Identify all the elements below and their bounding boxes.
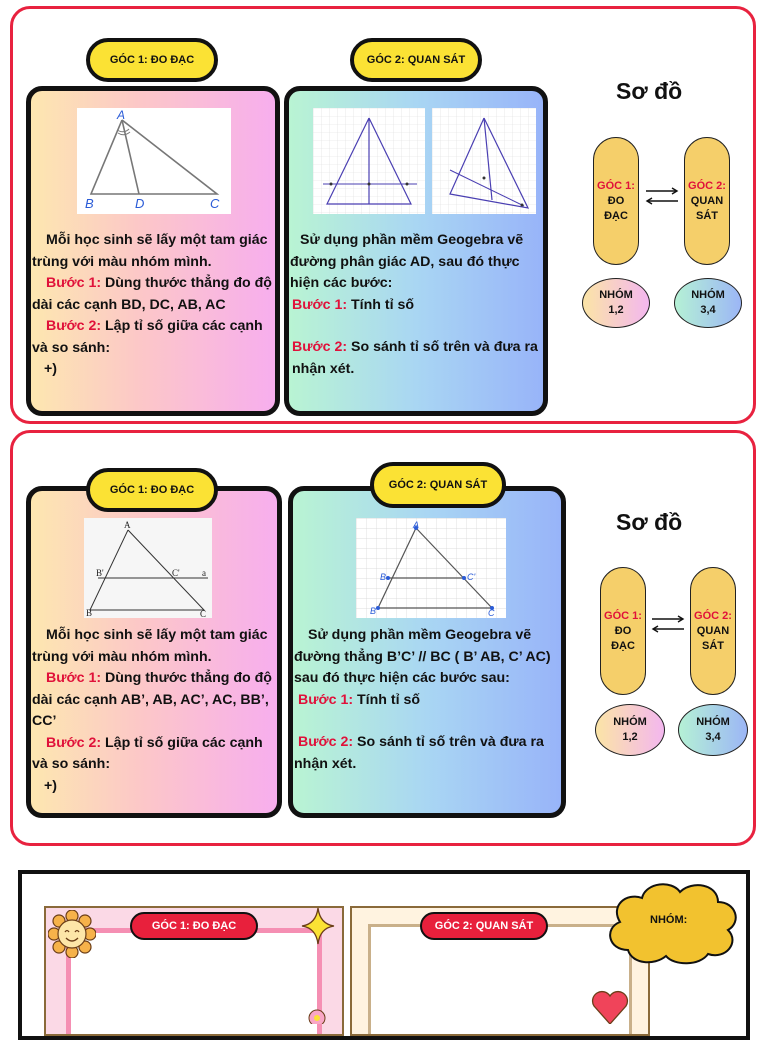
section2-group2-label: NHÓM 3,4: [696, 716, 730, 743]
section1-group2-oval: [674, 278, 742, 328]
section2-card1-step2-text: Lập tỉ số giữa các cạnh và so sánh:: [32, 734, 263, 772]
section3-group-label: NHÓM:: [650, 914, 688, 926]
fig3-label-a: A: [413, 520, 420, 530]
section2-exchange-arrows-icon: [650, 614, 686, 634]
fig2-label-c1: C': [172, 568, 180, 578]
section2-card1-step2-label: Bước 2:: [46, 734, 102, 751]
section2-card2-text: [294, 625, 560, 775]
section1-triangle-figure: [77, 108, 231, 214]
section1-card1-intro: Mỗi học sinh sẽ lấy một tam giác trùng với màu nhóm mình.: [32, 232, 268, 270]
section2-card2-step1-text: Tính tỉ số: [357, 691, 421, 708]
fig2-label-a-line: a: [202, 568, 206, 578]
section2-box1-red: GÓC 1:: [604, 609, 642, 622]
fig2-label-c: C: [200, 609, 207, 618]
section3-corner2-pill: [420, 912, 548, 940]
section1-diagram-box1: [593, 137, 639, 265]
section2-corner1-label: GÓC 1: ĐO ĐẠC: [109, 484, 195, 496]
sparkle-star-icon: [300, 906, 336, 946]
section1-card2-step2-text: So sánh tỉ số trên và đưa ra nhận xét.: [292, 339, 538, 377]
fig3-label-b: B: [370, 606, 377, 616]
section3-corner1-label: GÓC 1: ĐO ĐẠC: [151, 920, 237, 932]
fig2-label-a: A: [124, 520, 131, 530]
section2-card1-step1-label: Bước 1:: [46, 670, 102, 686]
section1-card2-step1-label: Bước 1:: [292, 296, 348, 313]
fig2-label-b1: B': [96, 568, 104, 578]
section2-corner2-pill: [370, 462, 506, 508]
section1-box2-red: GÓC 2:: [688, 179, 726, 192]
fig3-label-b1: B: [380, 572, 387, 582]
fig2-label-b: B: [86, 608, 93, 618]
section1-card1-plus: +): [44, 361, 58, 377]
heart-icon: [590, 990, 630, 1024]
section2-corner2-label: GÓC 2: QUAN SÁT: [388, 479, 488, 491]
fig1-label-b: B: [85, 196, 94, 211]
section1-geogebra-figure-1: [313, 108, 425, 214]
section3-corner1-pill: [130, 912, 258, 940]
section1-corner2-label: GÓC 2: QUAN SÁT: [366, 54, 466, 66]
section1-card1-step2-label: Bước 2:: [46, 318, 102, 334]
section1-box2-text: QUAN SÁT: [690, 194, 724, 222]
flower-icon: [300, 1004, 334, 1024]
section2-group2-oval: [678, 704, 748, 756]
section1-box1-red: GÓC 1:: [597, 179, 635, 192]
section2-group1-label: NHÓM 1,2: [613, 716, 647, 743]
section2-card2-step2-label: Bước 2:: [298, 734, 354, 750]
section1-diagram-title: Sơ đồ: [616, 78, 683, 104]
section1-diagram-box2: [684, 137, 730, 265]
section1-group2-label: NHÓM 3,4: [691, 289, 725, 316]
section1-card1-step1-label: Bước 1:: [46, 275, 102, 291]
section2-diagram-box2: [690, 567, 736, 695]
fig1-label-d: D: [135, 196, 145, 211]
section1-exchange-arrows-icon: [644, 186, 680, 206]
section1-card2-step2-label: Bước 2:: [292, 339, 348, 355]
section2-geogebra-figure: [356, 518, 506, 618]
fig1-label-a: A: [117, 108, 126, 122]
section1-card2-text: [290, 230, 544, 380]
section1-card2-intro: Sử dụng phần mềm Geogebra vẽ đường phân giác AD, sau đó thực hiện các bước:: [290, 232, 524, 291]
section2-card1-text: [32, 625, 276, 797]
section2-card1-intro: Mỗi học sinh sẽ lấy một tam giác trùng với màu nhóm mình.: [32, 627, 268, 665]
section1-box1-text: ĐO ĐẠC: [604, 194, 628, 222]
section2-triangle-figure: [84, 518, 212, 618]
section1-card2-step1-text: Tính tỉ số: [351, 296, 415, 313]
section1-card1-text: [32, 230, 272, 381]
section1-card1-step2-text: Lập tỉ số giữa các cạnh và so sánh:: [32, 318, 263, 356]
section2-corner1-pill: [86, 468, 218, 512]
section1-geogebra-figure-2: [432, 108, 536, 214]
fig1-label-c: C: [210, 196, 220, 211]
section1-group1-oval: [582, 278, 650, 328]
fig3-label-c: C: [488, 608, 495, 618]
section3-corner2-label: GÓC 2: QUAN SÁT: [434, 920, 534, 932]
fig3-label-c1: C': [467, 572, 476, 582]
section2-group1-oval: [595, 704, 665, 756]
section2-card2-intro: Sử dụng phần mềm Geogebra vẽ đường thẳng B’C’ // BC ( B’ AB, C’ AC) sau đó thực hiện các bước sau:: [294, 627, 551, 686]
section1-corner2-pill: [350, 38, 482, 82]
smiling-sun-icon: [48, 910, 96, 958]
section2-card1-step1-text: Dùng thước thẳng đo độ dài các cạnh AB’, AB, AC’, AC, BB’, CC’: [32, 670, 272, 729]
section2-card1-plus: +): [44, 777, 58, 794]
section2-box2-text: QUAN SÁT: [696, 624, 730, 652]
section2-box1-text: ĐO ĐẠC: [611, 624, 635, 652]
section1-corner1-label: GÓC 1: ĐO ĐẠC: [109, 54, 195, 66]
section2-card2-step1-label: Bước 1:: [298, 691, 354, 708]
section2-diagram-title: Sơ đồ: [616, 509, 683, 535]
section1-card1-step1-text: Dùng thước thẳng đo độ dài các cạnh BD, DC, AB, AC: [32, 275, 272, 313]
section2-box2-red: GÓC 2:: [694, 609, 732, 622]
section2-diagram-box1: [600, 567, 646, 695]
section1-group1-label: NHÓM 1,2: [599, 289, 633, 316]
section1-corner1-pill: [86, 38, 218, 82]
section2-card2-step2-text: So sánh tỉ số trên và đưa ra nhận xét.: [294, 734, 544, 772]
